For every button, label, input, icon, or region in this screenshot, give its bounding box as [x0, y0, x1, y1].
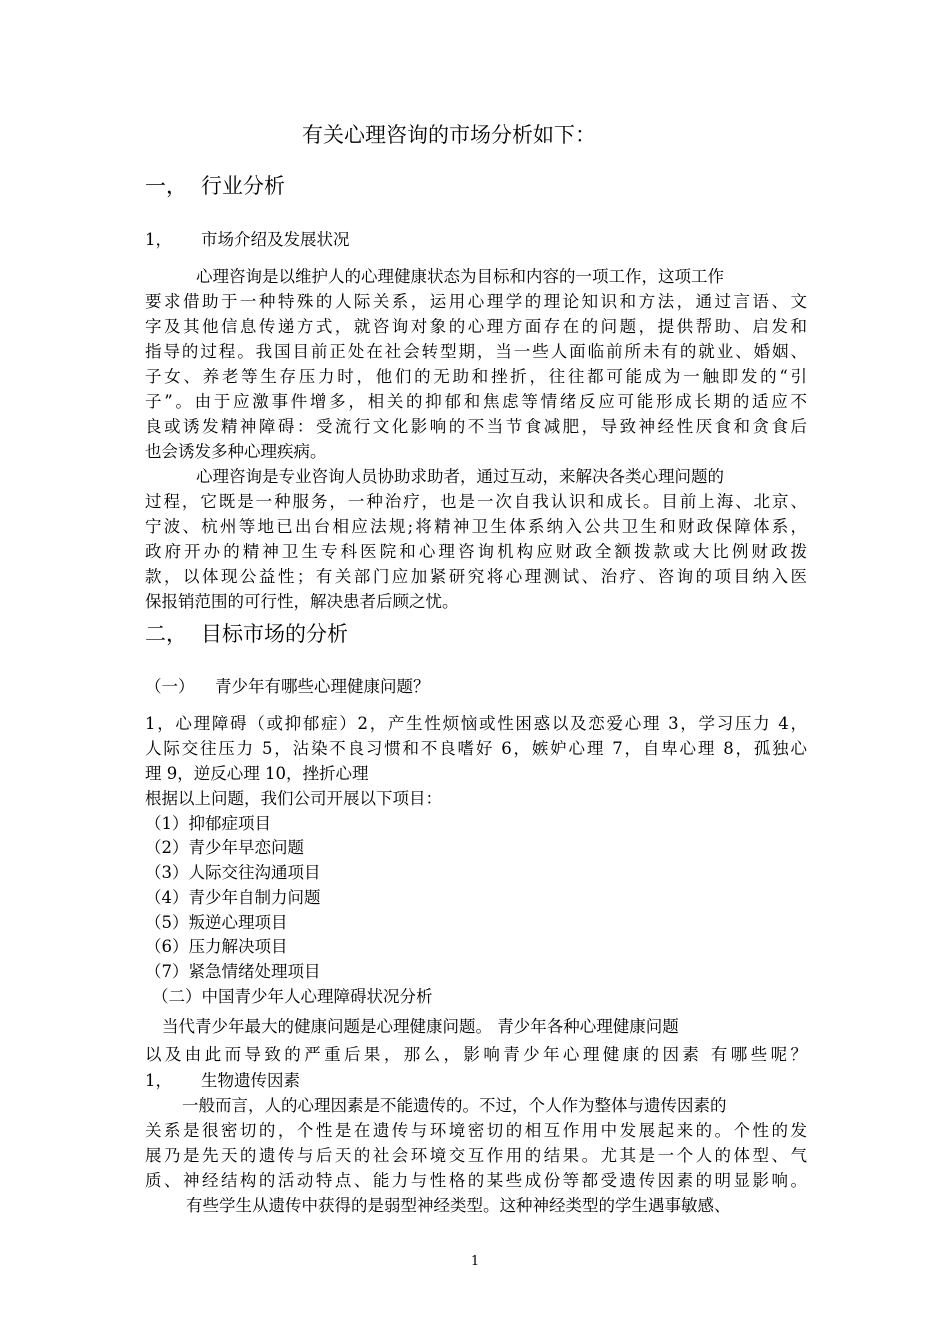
list-item: （5）叛逆心理项目 — [145, 913, 288, 932]
paragraph-line: 理 9，逆反心理 10，挫折心理 — [145, 764, 369, 783]
item-number: 1， — [145, 1071, 172, 1090]
paragraph-line: 也会诱发多种心理疾病。 — [145, 442, 327, 461]
paragraph-line: 心理咨询是以维护人的心理健康状态为目标和内容的一项工作，这项工作 — [196, 267, 724, 286]
section-number: 二， — [145, 622, 187, 646]
section-label: 行业分析 — [201, 174, 285, 198]
projects-intro: 根据以上问题，我们公司开展以下项目： — [145, 789, 442, 808]
subsection-heading: （二）中国青少年人心理障碍状况分析 — [152, 987, 433, 1006]
list-item: （6）压力解决项目 — [145, 937, 288, 956]
page-number: 1 — [470, 1254, 480, 1269]
subsection-label: 青少年有哪些心理健康问题？ — [215, 677, 430, 696]
paragraph-line: 有些学生从遗传中获得的是弱型神经类型。这种神经类型的学生遇事敏感、 — [186, 1196, 731, 1215]
paragraph-line: 指导的过程。我国目前正处在社会转型期，当一些人面临前所未有的就业、婚姻、 — [145, 342, 807, 361]
paragraph-line: 要求借助于一种特殊的人际关系，运用心理学的理论知识和方法，通过言语、文 — [145, 292, 807, 311]
paragraph-line: 过程，它既是一种服务，一种治疗，也是一次自我认识和成长。目前上海、北京、 — [145, 492, 807, 511]
section-label: 目标市场的分析 — [201, 622, 348, 646]
paragraph-line: 关系是很密切的，个性是在遗传与环境密切的相互作用中发展起来的。个性的发 — [145, 1121, 807, 1140]
paragraph-line: 子”。由于应激事件增多，相关的抑郁和焦虑等情绪反应可能形成长期的适应不 — [145, 392, 807, 411]
paragraph-line: 宁波、杭州等地已出台相应法规;将精神卫生体系纳入公共卫生和财政保障体系， — [145, 517, 807, 536]
list-item: （1）抑郁症项目 — [145, 814, 271, 833]
paragraph-line: 心理咨询是专业咨询人员协助求助者，通过互动，来解决各类心理问题的 — [196, 467, 724, 486]
paragraph-line: 以及由此而导致的严重后果，那么，影响青少年心理健康的因素 有哪些呢？ — [145, 1045, 807, 1064]
list-item: （7）紧急情绪处理项目 — [145, 962, 321, 981]
paragraph-line: 政府开办的精神卫生专科医院和心理咨询机构应财政全额拨款或大比例财政拨 — [145, 542, 807, 561]
list-item: （3）人际交往沟通项目 — [145, 863, 321, 882]
item-label: 生物遗传因素 — [201, 1071, 300, 1090]
subsection-heading — [145, 676, 430, 698]
paragraph-line: 当代青少年最大的健康问题是心理健康问题。 青少年各种心理健康问题 — [162, 1017, 679, 1036]
paragraph-line: 子女、养老等生存压力时，他们的无助和挫折，往往都可能成为一触即发的“引 — [145, 367, 807, 386]
item-label: 市场介绍及发展状况 — [201, 230, 350, 249]
section-number: 一， — [145, 174, 187, 198]
document-title: 有关心理咨询的市场分析如下： — [302, 123, 596, 147]
paragraph-line: 质、神经结构的活动特点、能力与性格的某些成份等都受遗传因素的明显影响。 — [145, 1171, 807, 1190]
subsection-heading — [145, 229, 350, 251]
paragraph-line: 保报销范围的可行性，解决患者后顾之忧。 — [145, 592, 459, 611]
paragraph-line: 一般而言，人的心理因素是不能遗传的。不过，个人作为整体与遗传因素的 — [182, 1096, 727, 1115]
paragraph-line: 1，心理障碍（或抑郁症）2，产生性烦恼或性困惑以及恋爱心理 3，学习压力 4， — [145, 714, 807, 733]
paragraph-line: 良或诱发精神障碍：受流行文化影响的不当节食减肥，导致神经性厌食和贪食后 — [145, 417, 807, 436]
section-heading-2 — [145, 620, 348, 648]
section-heading-1 — [145, 172, 285, 200]
subsection-number: （一） — [145, 677, 195, 696]
subsection-heading — [145, 1070, 300, 1092]
paragraph-line: 展乃是先天的遗传与后天的社会环境交互作用的结果。尤其是一个人的体型、气 — [145, 1146, 807, 1165]
list-item: （2）青少年早恋问题 — [145, 838, 304, 857]
item-number: 1， — [145, 230, 172, 249]
paragraph-line: 人际交往压力 5，沾染不良习惯和不良嗜好 6，嫉妒心理 7，自卑心理 8，孤独心 — [145, 739, 807, 758]
list-item: （4）青少年自制力问题 — [145, 888, 321, 907]
paragraph-line: 款，以体现公益性；有关部门应加紧研究将心理测试、治疗、咨询的项目纳入医 — [145, 567, 807, 586]
paragraph-line: 字及其他信息传递方式，就咨询对象的心理方面存在的问题，提供帮助、启发和 — [145, 317, 807, 336]
